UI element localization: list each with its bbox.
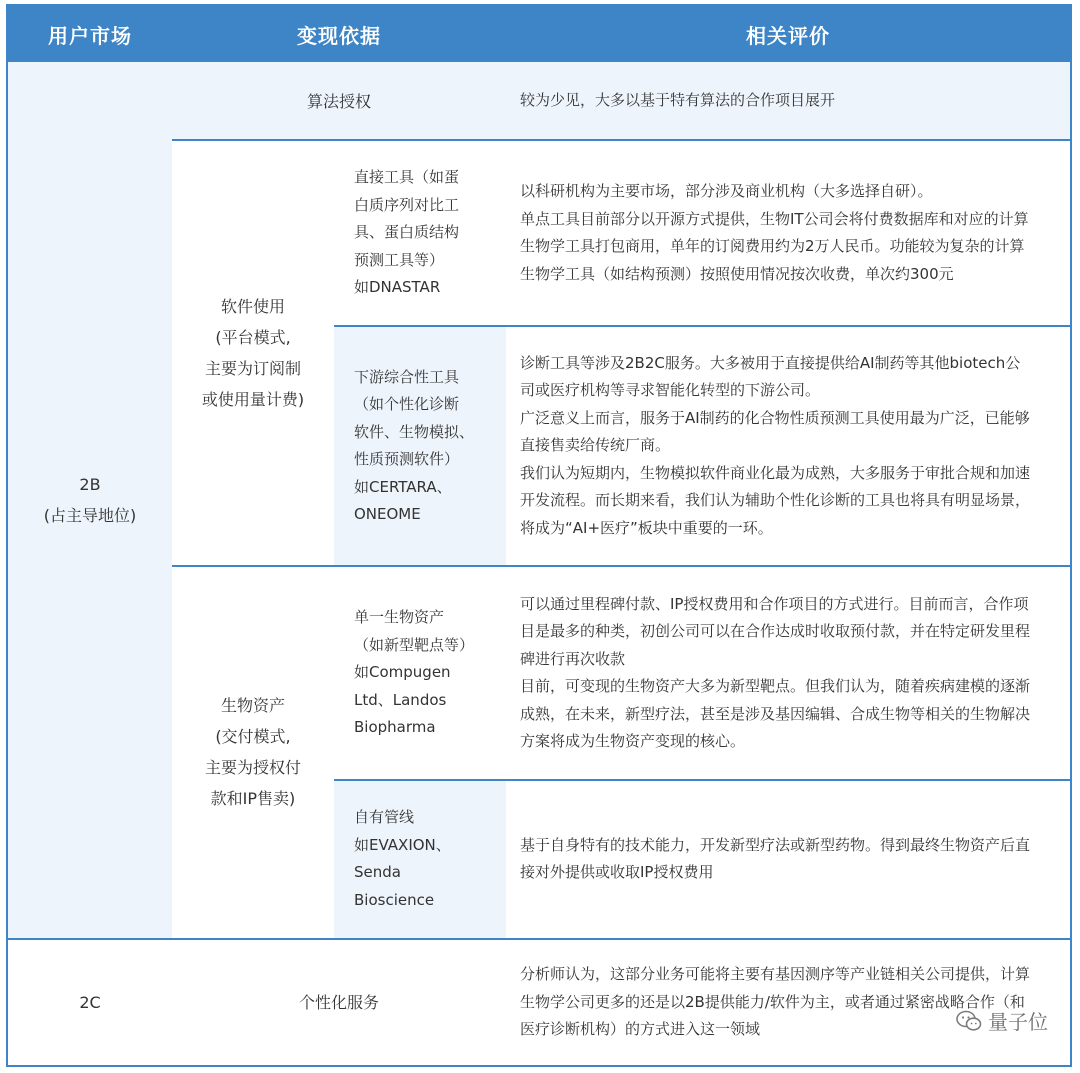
header-evaluation — [506, 6, 1070, 62]
wechat-icon — [956, 1010, 982, 1032]
pipeline-label-cell — [334, 780, 506, 938]
personal-basis-label: 个性化服务 — [298, 993, 379, 1012]
personal-basis-cell — [172, 940, 506, 1065]
pipeline-label-line: 自有管线 — [354, 808, 415, 826]
divider-line — [172, 565, 1070, 567]
comparison-table — [6, 4, 1072, 1067]
software-basis-line: 软件使用 — [220, 297, 285, 316]
direct-tool-label-line: 白质序列对比工 — [354, 195, 460, 214]
header-market — [8, 6, 172, 62]
bioasset-basis-line: 款和IP售卖) — [210, 789, 296, 808]
downstream-tool-label-line: 性质预测软件） — [354, 450, 460, 468]
pipeline-label-line: 如EVAXION、 — [354, 835, 451, 854]
algo-evaluation-text: 较为少见，大多以基于特有算法的合作项目展开 — [520, 91, 836, 110]
pipeline-evaluation-cell — [506, 780, 1070, 938]
bioasset-basis-line: 生物资产 — [220, 696, 285, 715]
direct-tool-evaluation-line: 以科研机构为主要市场，部分涉及商业机构（大多选择自研）。 — [520, 182, 933, 200]
downstream-tool-evaluation-line: 将成为“AI+医疗”板块中重要的一环。 — [520, 518, 773, 537]
direct-tool-evaluation-line: 单点工具目前部分以开源方式提供，生物IT公司会将付费数据库和对应的计算 — [520, 209, 1029, 228]
pipeline-label-line: Senda — [354, 863, 401, 881]
downstream-tool-evaluation-line: 诊断工具等涉及2B2C服务。大多被用于直接提供给AI制药等其他biotech公 — [520, 353, 1021, 372]
divider-line — [8, 938, 1070, 940]
header-basis-label: 变现依据 — [297, 23, 381, 48]
single-asset-evaluation-cell — [506, 566, 1070, 780]
downstream-tool-evaluation-line: 司或医疗机构等寻求智能化转型的下游公司。 — [520, 381, 821, 400]
market-2b-note: (占主导地位) — [43, 506, 137, 525]
software-basis-line: (平台模式, — [215, 328, 291, 347]
software-basis-line: 或使用量计费) — [201, 390, 305, 409]
header-market-label: 用户市场 — [48, 23, 132, 48]
software-basis-cell — [172, 140, 334, 566]
single-asset-label-line: Biopharma — [354, 718, 436, 737]
algo-evaluation-cell — [506, 62, 1070, 140]
single-asset-label-line: 单一生物资产 — [354, 608, 445, 627]
divider-line — [334, 779, 1070, 781]
watermark — [956, 1006, 1048, 1035]
single-asset-evaluation-line: 成熟，在未来，新型疗法，甚至是涉及基因编辑、合成生物等相关的生物解决 — [520, 704, 1031, 723]
single-asset-evaluation-line: 目前，可变现的生物资产大多为新型靶点。但我们认为，随着疾病建模的逐渐 — [520, 677, 1031, 695]
bioasset-basis-line: (交付模式, — [215, 727, 291, 746]
header-basis — [172, 6, 506, 62]
pipeline-evaluation-line: 接对外提供或收取IP授权费用 — [520, 863, 714, 881]
downstream-tool-label-line: 下游综合性工具 — [354, 367, 460, 386]
downstream-tool-label-line: 如CERTARA、 — [354, 477, 452, 496]
downstream-tool-evaluation-line: 开发流程。而长期来看，我们认为辅助个性化诊断的工具也将具有明显场景， — [520, 491, 1031, 510]
direct-tool-label-cell — [334, 140, 506, 326]
single-asset-evaluation-line: 可以通过里程碑付款、IP授权费用和合作项目的方式进行。目前而言，合作项 — [520, 594, 1029, 613]
watermark-text: 量子位 — [988, 1010, 1048, 1034]
single-asset-label-line: 如Compugen — [354, 663, 451, 682]
pipeline-evaluation-line: 基于自身特有的技术能力，开发新型疗法或新型药物。得到最终生物资产后直 — [520, 835, 1031, 854]
direct-tool-label-line: 预测工具等） — [354, 250, 445, 269]
personal-evaluation-cell — [506, 940, 1070, 1065]
bioasset-basis-line: 主要为授权付 — [204, 758, 301, 777]
downstream-tool-label-line: ONEOME — [354, 505, 421, 523]
single-asset-evaluation-line: 碑进行再次收款 — [520, 649, 626, 668]
direct-tool-evaluation-line: 生物学工具（如结构预测）按照使用情况按次收费，单次约300元 — [520, 264, 954, 283]
personal-evaluation-line: 分析师认为，这部分业务可能将主要有基因测序等产业链相关公司提供，计算 — [520, 965, 1031, 984]
direct-tool-evaluation-cell — [506, 140, 1070, 326]
direct-tool-label-line: 如DNASTAR — [354, 278, 441, 297]
single-asset-label-line: （如新型靶点等） — [354, 635, 475, 654]
single-asset-evaluation-line: 目是最多的种类，初创公司可以在合作达成时收取预付款，并在特定研发里程 — [520, 622, 1031, 640]
personal-evaluation-line: 医疗诊断机构）的方式进入这一领域 — [520, 1020, 761, 1039]
single-asset-label-line: Ltd、Landos — [354, 690, 447, 709]
market-2b-label: 2B — [79, 475, 101, 494]
downstream-tool-evaluation-line: 我们认为短期内，生物模拟软件商业化最为成熟，大多服务于审批合规和加速 — [520, 463, 1031, 482]
pipeline-label-line: Bioscience — [354, 890, 435, 909]
direct-tool-label-line: 具、蛋白质结构 — [354, 223, 460, 242]
downstream-tool-evaluation-line: 直接售卖给传统厂商。 — [520, 436, 671, 455]
downstream-tool-evaluation-cell — [506, 326, 1070, 566]
single-asset-label-cell — [334, 566, 506, 780]
header-evaluation-label: 相关评价 — [746, 23, 830, 48]
direct-tool-evaluation-line: 生物学工具打包商用，单年的订阅费用约为2万人民币。功能较为复杂的计算 — [520, 237, 1025, 255]
single-asset-evaluation-line: 方案将成为生物资产变现的核心。 — [520, 732, 746, 750]
divider-line — [172, 139, 1070, 141]
downstream-tool-evaluation-line: 广泛意义上而言，服务于AI制药的化合物性质预测工具使用最为广泛，已能够 — [520, 408, 1030, 427]
downstream-tool-label-cell — [334, 326, 506, 566]
market-2c-label: 2C — [79, 993, 101, 1012]
personal-evaluation-line: 生物学公司更多的还是以2B提供能力/软件为主，或者通过紧密战略合作（和 — [520, 992, 1025, 1011]
downstream-tool-label-line: 软件、生物模拟、 — [354, 422, 475, 441]
direct-tool-label-line: 直接工具（如蛋 — [354, 168, 460, 187]
market-2c-cell — [8, 940, 172, 1065]
software-basis-line: 主要为订阅制 — [204, 359, 301, 378]
downstream-tool-label-line: （如个性化诊断 — [354, 395, 460, 413]
algo-basis-cell — [172, 62, 506, 140]
market-2b-cell — [8, 62, 172, 938]
algo-basis-label: 算法授权 — [306, 91, 371, 111]
bioasset-basis-cell — [172, 566, 334, 938]
divider-line — [334, 325, 1070, 327]
